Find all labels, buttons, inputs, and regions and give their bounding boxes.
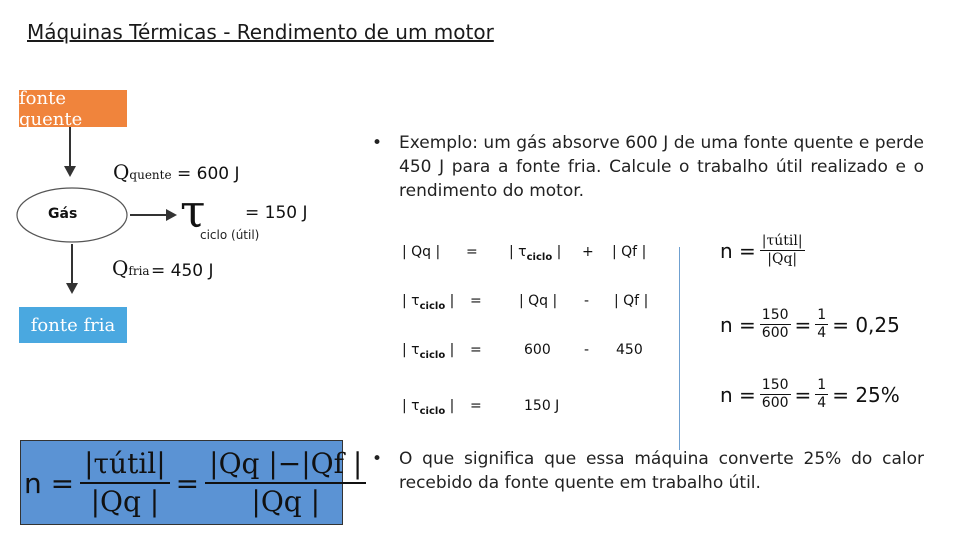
conclusion-text: O que significa que essa máquina converte 25% do calor recebido da fonte quente em trabalho útil. [399,449,924,493]
efficiency-formula: n = $\frac{\text{|τútil|}}{|Qq |}$ = $\frac{|Qq |-|Qf |}{|Qq |}$ [24,446,366,520]
hot-source-box: fonte quente [19,90,127,127]
hot-arrowhead [64,166,76,177]
tau-symbol: τ [180,184,206,238]
eq4-b: 150 J [524,398,560,414]
example-text: Exemplo: um gás absorve 600 J de uma fonte quente e perde 450 J para a fonte fria. Calcule o trabalho útil realizado e o rendimento do motor. [399,133,924,201]
efficiency-definition: n = $\frac{\text{|τútil|}}{|Qq|}$ [720,233,803,267]
work-arrowhead [166,209,177,221]
eq3-c: 450 [616,342,643,358]
eq3-op1: = [470,342,482,358]
efficiency-calc-percent: n = $\frac{150}{600}$ = $\frac{1}{4}$ = 25% [720,377,900,411]
eq3-a: | $\tau_{ciclo}$ | [402,342,455,361]
q-hot-label: Qquente [113,160,172,184]
eq4-op1: = [470,398,482,414]
eq2-op2: - [584,293,590,309]
divider-line [679,247,680,450]
eq1-op1: = [466,244,478,260]
cold-source-box: fonte fria [19,307,127,343]
efficiency-calc-decimal: n = $\frac{150}{600}$ = $\frac{1}{4}$ = 0,25 [720,307,900,341]
eq1-op2: + [582,244,594,260]
conclusion-paragraph [372,447,924,495]
eq4-a: | $\tau_{ciclo}$ | [402,398,455,417]
tau-value: = 150 J [245,203,308,223]
eq3-b: 600 [524,342,551,358]
bullet: • [372,133,383,153]
q-hot-value: = 600 J [177,164,240,184]
eq1-c: | Qf | [612,244,647,260]
cold-arrowhead [66,283,78,294]
eq1-a: | Qq | [402,244,441,260]
eq1-b: | $\tau_{ciclo}$ | [509,244,562,263]
example-paragraph [372,131,924,203]
q-cold-label: Qfria [112,256,150,280]
eq2-op1: = [470,293,482,309]
eq2-a: | $\tau_{ciclo}$ | [402,293,455,312]
bullet: • [372,449,383,469]
eq3-op2: - [584,342,590,358]
tau-subscript: ciclo (útil) [200,228,260,242]
q-cold-value: = 450 J [151,261,214,281]
slide-title: Máquinas Térmicas - Rendimento de um motor [27,20,494,44]
eq2-b: | Qq | [519,293,558,309]
gas-label: Gás [48,206,78,222]
eq2-c: | Qf | [614,293,649,309]
